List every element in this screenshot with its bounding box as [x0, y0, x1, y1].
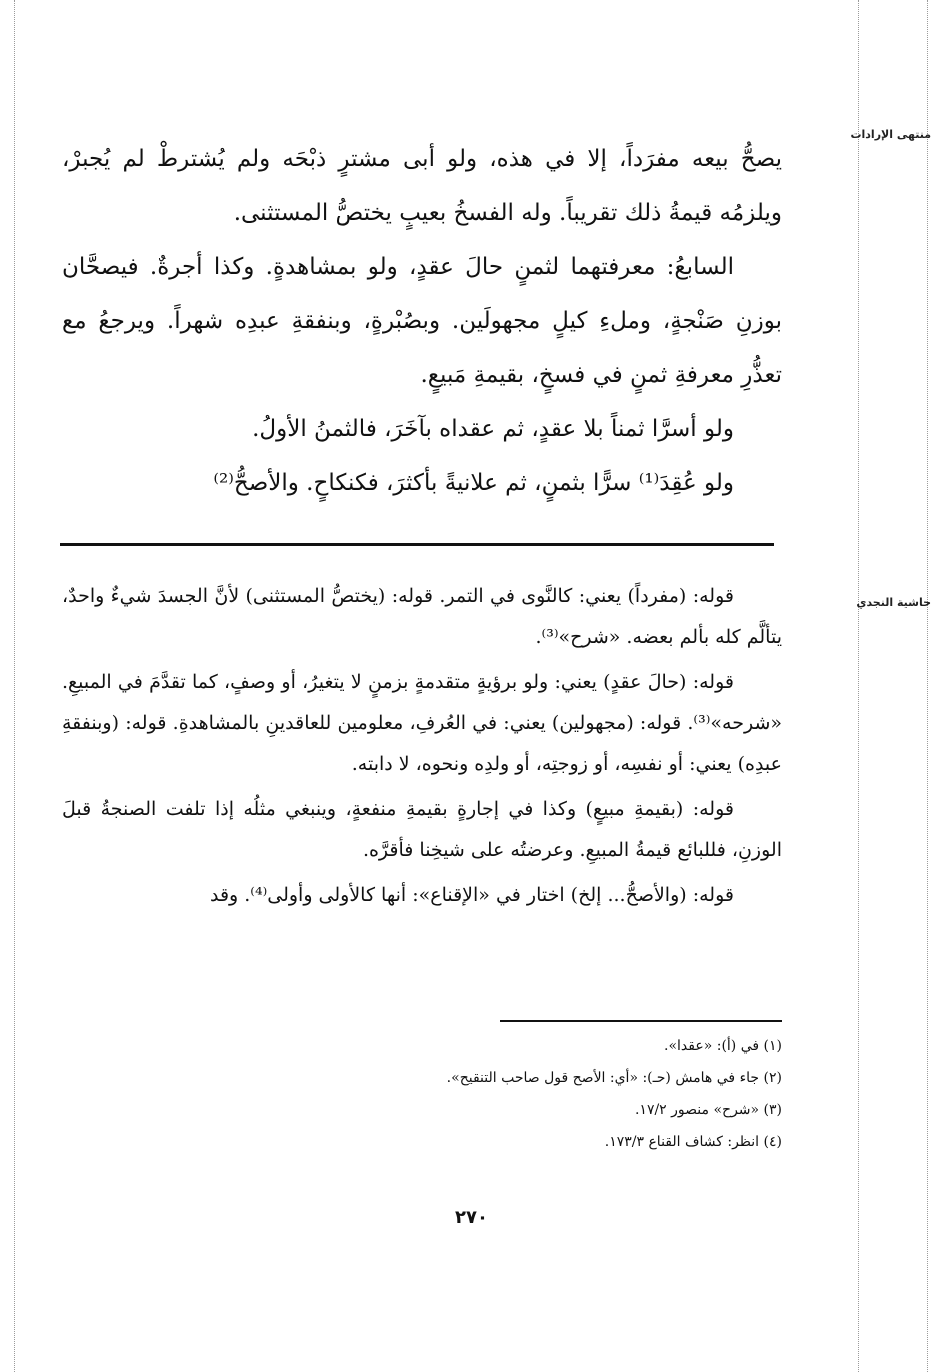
commentary-paragraph: قوله: (حالَ عقدٍ) يعني: ولو برؤيةٍ متقدمةٍ بزمنٍ لا يتغيرُ، أو وصفٍ، كما تقدَّمَ في المبيعِ. «شرحه»⁽³⁾. قوله: (مجهولين) يعني: في العُرفِ، معلومين للعاقدينِ بالمشاهدةِ. قوله: (وبنفقةِ عبدِه) يعني: أو نفسِه، أو زوجتِه، أو ولدِه ونحوه، لا دابته. — [62, 671, 782, 775]
footnote: (٢) جاء في هامش (حـ): «أي: الأصح قول صاحب التنقيح». — [446, 1070, 782, 1086]
commentary-paragraph: قوله: (والأصحُّ... إلخ) اختار في «الإقناع»: أنها كالأولى وأولى⁽⁴⁾. وقد — [209, 884, 734, 906]
side-label-commentary: حاشية النجدي — [856, 596, 931, 609]
commentary-text-block — [62, 576, 782, 920]
commentary-paragraph: قوله: (بقيمةِ مبيعٍ) وكذا في إجارةٍ بقيمةِ منفعةٍ، وينبغي مثلُه إذا تلفت الصنجةُ قبلَ الوزنِ، فللبائع قيمةُ المبيعِ. وعرضتُه على شيخِنا فأقرَّه. — [62, 798, 782, 861]
margin-guide-line — [858, 0, 859, 1372]
footnote: (٤) انظر: كشاف القناع ١٧٣/٣. — [604, 1134, 782, 1150]
main-paragraph: السابعُ: معرفتهما لثمنٍ حالَ عقدٍ، ولو بمشاهدةٍ. وكذا أجرةٌ. فيصحَّان بوزنِ صَنْجةٍ، وملءِ كيلٍ مجهولَين. وبصُبْرةٍ، وبنفقةِ عبدِه شهراً. ويرجعُ مع تعذُّرِ معرفةِ ثمنٍ في فسخٍ، بقيمةِ مَبيعٍ. — [62, 254, 782, 388]
main-paragraph: ولو عُقِدَ⁽¹⁾ سرًّا بثمنٍ، ثم علانيةً بأكثرَ، فكنكاحٍ. والأصحُّ⁽²⁾ — [213, 470, 734, 496]
scan-edge-line — [14, 0, 15, 1372]
footnote: (١) في (أ): «عقدا». — [664, 1038, 782, 1054]
side-label-main-book: منتهى الإرادات — [850, 128, 931, 141]
footnote-divider — [500, 1020, 782, 1022]
commentary-paragraph: قوله: (مفرداً) يعني: كالنَّوى في التمر. قوله: (يختصُّ المستثنى) لأنَّ الجسدَ شيءٌ واحدٌ، يتألَّم كله بألم بعضه. «شرح»⁽³⁾. — [62, 585, 782, 648]
section-divider — [60, 543, 774, 546]
footnotes-block — [62, 1030, 782, 1158]
main-paragraph: ولو أسرَّا ثمناً بلا عقدٍ، ثم عقداه بآخَرَ، فالثمنُ الأولُ. — [252, 416, 734, 442]
scan-edge-line — [927, 0, 928, 1372]
footnote: (٣) «شرح» منصور ١٧/٢. — [634, 1102, 782, 1118]
page-number: ٢٧٠ — [455, 1207, 488, 1228]
main-text-block — [62, 132, 782, 510]
main-paragraph: يصحُّ بيعه مفرَداً، إلا في هذه، ولو أبى مشترٍ ذبْحَه ولم يُشترطْ لم يُجبرْ، ويلزمُه قيمةُ ذلك تقريباً. وله الفسخُ بعيبٍ يختصُّ المستثنى. — [62, 146, 782, 226]
